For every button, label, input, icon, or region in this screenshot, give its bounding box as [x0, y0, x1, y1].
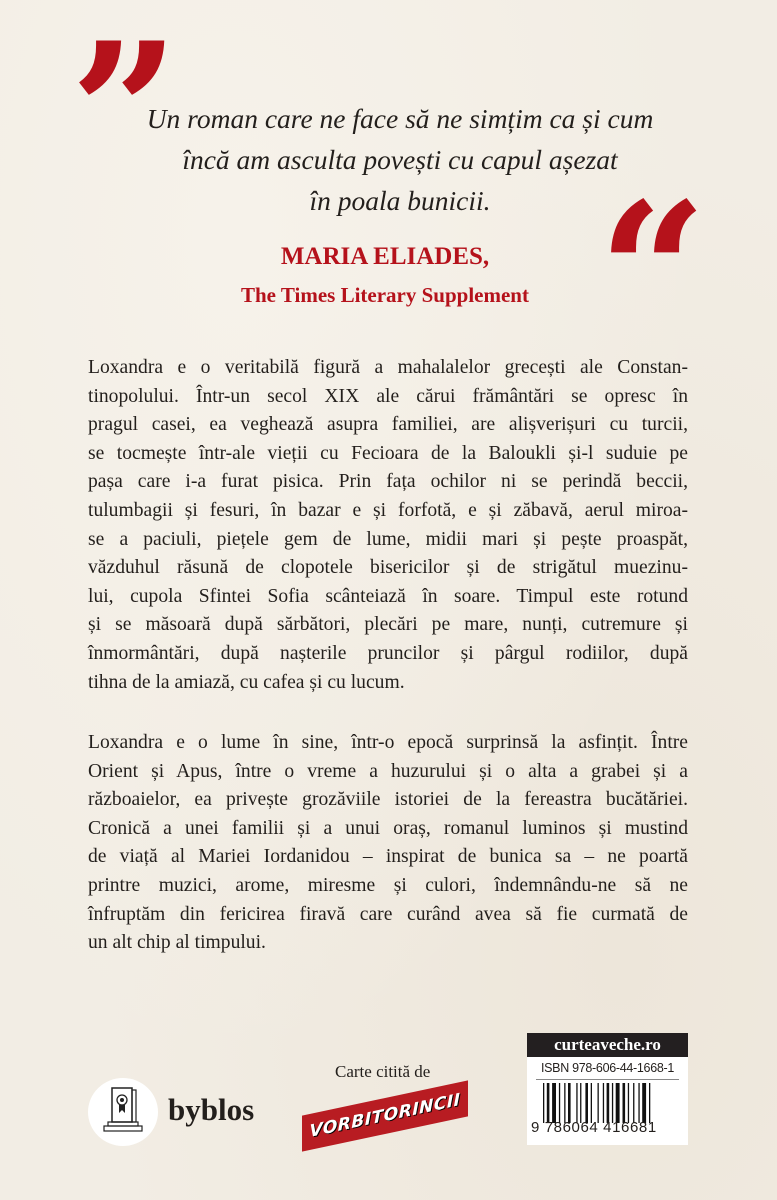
- barcode-bar: [612, 1083, 613, 1123]
- barcode-bar: [598, 1083, 599, 1123]
- barcode-bar: [633, 1083, 634, 1123]
- description-paragraph-1: [88, 354, 688, 697]
- barcode-bar: [603, 1083, 604, 1123]
- paragraph-line: se tocmește într-ale vieții cu Fecioara de la Baloukli și-l suduie pe: [88, 442, 688, 464]
- barcode-bar: [649, 1083, 650, 1123]
- paragraph-line: înfruptăm din fericirea firavă care curând avea să fie curmată de: [88, 903, 688, 925]
- paragraph-line: înmormântări, după nașterile pruncilor și pârgul rodiilor, după: [88, 642, 688, 664]
- divider: [536, 1079, 679, 1080]
- barcode-bar: [580, 1083, 581, 1123]
- paragraph-line: tulumbagii și fesuri, în bazar e și forfotă, e și zăbavă, aerul miroa-: [88, 499, 688, 521]
- review-quote: [120, 98, 680, 221]
- closing-quote-mark: “: [598, 161, 690, 384]
- isbn-number: ISBN 978-606-44-1668-1: [540, 1061, 675, 1075]
- paragraph-line: văzduhul răsună de clopotele bisericilor și de strigătul muezinu-: [88, 557, 688, 579]
- read-by-label: Carte citită de: [335, 1062, 431, 1081]
- barcode-bar: [568, 1083, 571, 1123]
- barcode-bar: [585, 1083, 588, 1123]
- barcode-bar: [552, 1083, 556, 1123]
- paragraph-line: Loxandra e o lume în sine, într-o epocă surprinsă la asfințit. Între: [88, 732, 688, 753]
- barcode-bar: [616, 1083, 620, 1123]
- quote-line: în poala bunicii.: [309, 185, 491, 216]
- paragraph-line: Loxandra e o veritabilă figură a mahalalelor grecești ale Constan-: [88, 357, 688, 378]
- barcode-bar: [638, 1083, 639, 1123]
- paragraph-line: printre muzici, arome, miresme și culori, îndemnându-ne să ne: [88, 874, 688, 896]
- paragraph-line: un alt chip al timpului.: [88, 932, 266, 954]
- barcode-bar: [642, 1083, 646, 1123]
- paragraph-line: lui, cupola Sfintei Sofia scânteiază în soare. Timpul este rotund: [88, 585, 688, 607]
- barcode-bar: [628, 1083, 629, 1123]
- paragraph-line: tinopolului. Într-un secol XIX ale cărui frământări se opresc în: [88, 385, 688, 407]
- quote-source: The Times Literary Supplement: [241, 283, 529, 307]
- barcode-bar: [607, 1083, 610, 1123]
- barcode-bar: [547, 1083, 550, 1123]
- paragraph-line: Cronică a unei familii și a unui oraș, romanul luminos și mustind: [88, 817, 688, 839]
- quote-line: Un roman care ne face să ne simțim ca și cum: [146, 103, 654, 134]
- paragraph-line: Orient și Apus, între o vreme a huzurului și o alta a grabei și a: [88, 760, 688, 782]
- paragraph-line: pragul casei, ea veghează asupra familiei, are alișverișuri cu turcii,: [88, 414, 688, 436]
- paragraph-line: se a paciuli, piețele gem de lume, midii mari și pește proaspăt,: [88, 528, 688, 550]
- barcode-bar: [591, 1083, 592, 1123]
- paragraph-line: războaielor, ea privește grozăviile istoriei de la fereastra bucătăriei.: [88, 789, 688, 811]
- barcode-digits: 9 786064 416681: [531, 1119, 657, 1136]
- barcode-bar: [623, 1083, 626, 1123]
- opening-quote-mark: ”: [70, 1, 162, 224]
- paragraph-line: pașa care i-a furat pisica. Prin fața ochilor ni se perindă beccii,: [88, 471, 688, 493]
- publisher-name: byblos: [168, 1092, 255, 1127]
- barcode-bar: [559, 1083, 560, 1123]
- quote-author: MARIA ELIADES,: [280, 243, 490, 270]
- isbn-block: [527, 1033, 688, 1145]
- barcode-bar: [576, 1083, 577, 1123]
- barcode-bar: [564, 1083, 565, 1123]
- paragraph-line: și se măsoară după sărbători, plecări pe mare, nunți, cutremure și: [88, 614, 688, 636]
- barcode-bar: [543, 1083, 544, 1123]
- vorbitorincii-logo: VORBITORINCII: [302, 1080, 468, 1151]
- book-award-icon: [88, 1078, 158, 1146]
- description-paragraph-2: [88, 729, 688, 958]
- paragraph-line: tihna de la amiază, cu cafea și cu lucum.: [88, 671, 405, 693]
- byblos-logo: [88, 1078, 158, 1146]
- quote-line: încă am asculta povești cu capul așezat: [182, 144, 618, 175]
- website: curteaveche.ro: [527, 1033, 688, 1057]
- paragraph-line: de viață al Mariei Iordanidou – inspirat de bunica sa – ne poartă: [88, 846, 688, 868]
